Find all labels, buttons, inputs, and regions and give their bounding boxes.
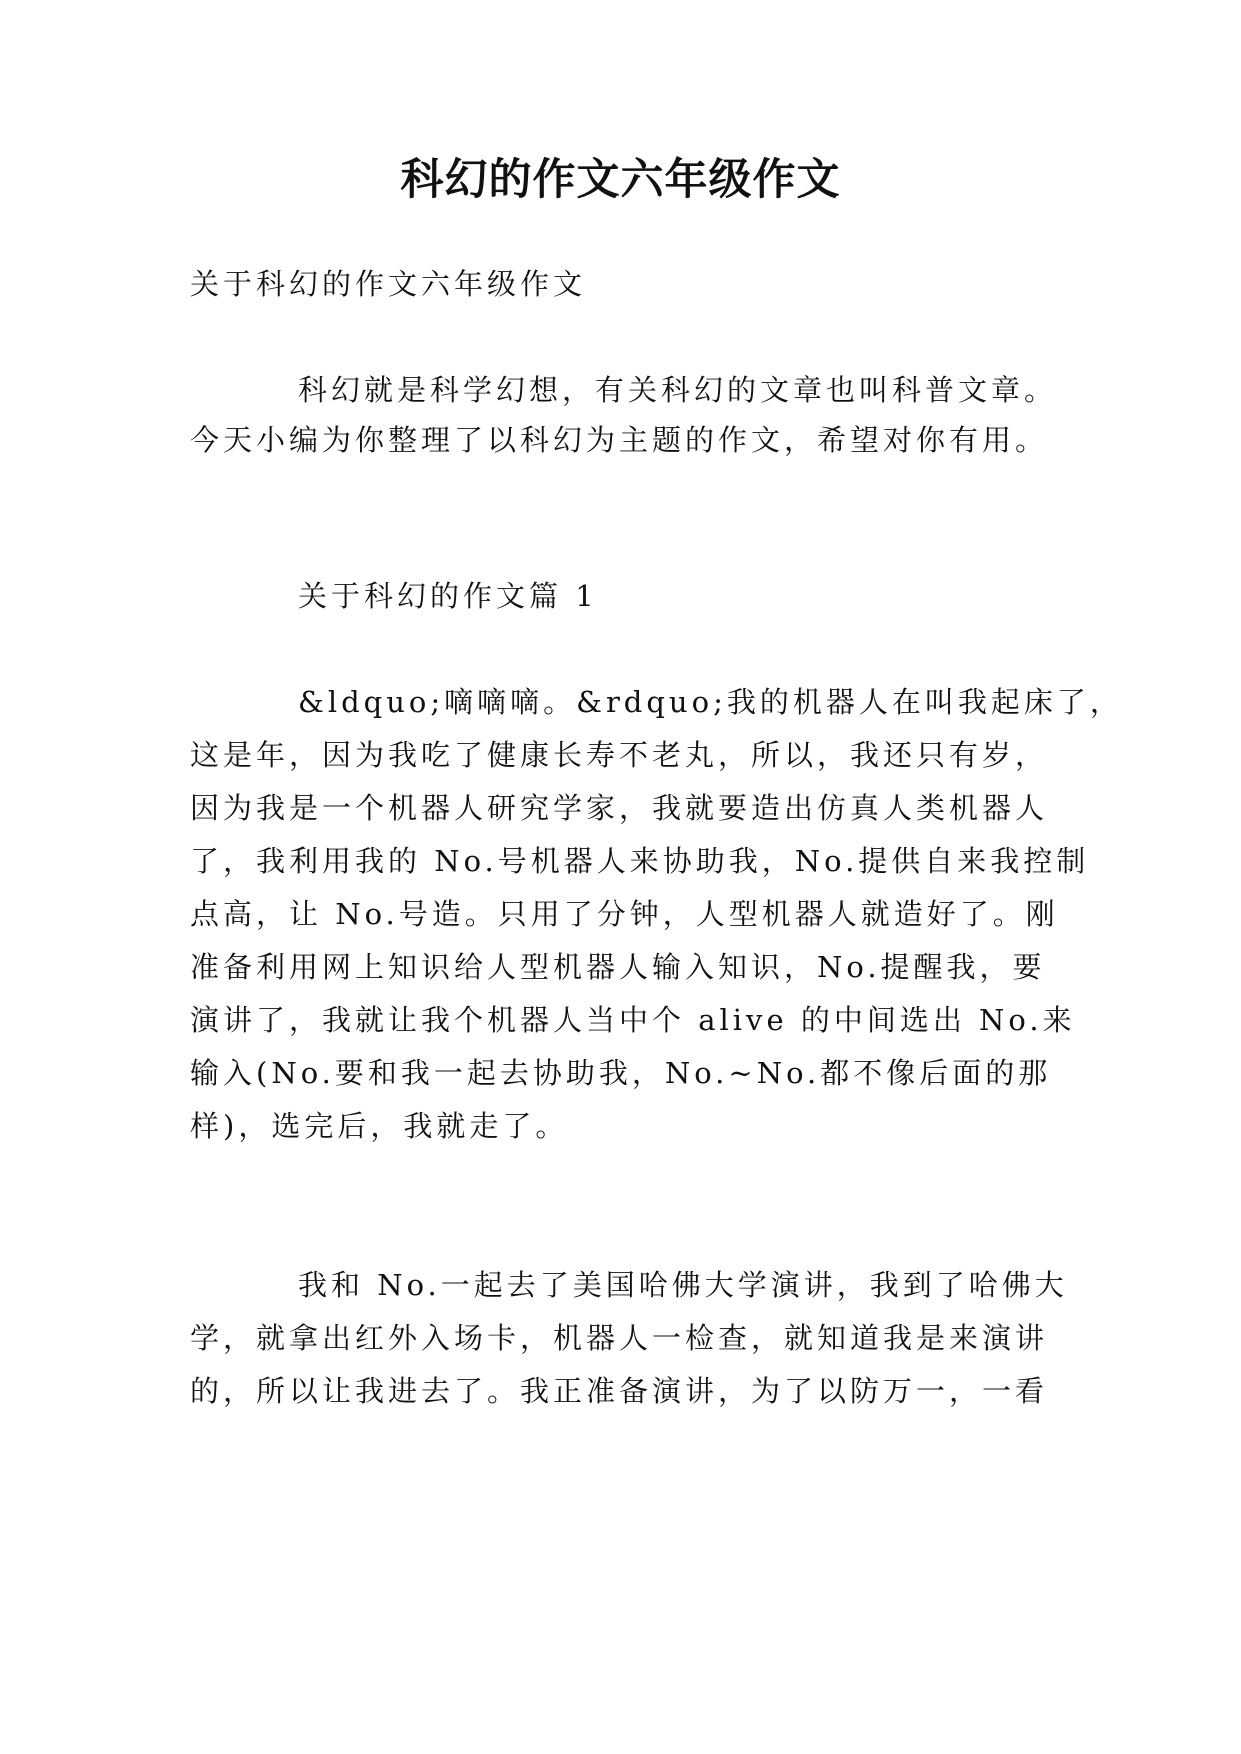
- document-title: 科幻的作文六年级作文: [400, 155, 841, 205]
- paragraph1-line-8: 输入(No.要和我一起去协助我，No.~No.都不像后面的那: [190, 1056, 1052, 1090]
- paragraph2-line-1: 我和 No.一起去了美国哈佛大学演讲，我到了哈佛大: [298, 1268, 1068, 1302]
- paragraph1-line-3: 因为我是一个机器人研究学家，我就要造出仿真人类机器人: [190, 791, 1049, 825]
- paragraph1-line-1: &ldquo;嘀嘀嘀。&rdquo;我的机器人在叫我起床了，: [298, 685, 1123, 719]
- paragraph1-line-4: 了，我利用我的 No.号机器人来协助我，No.提供自来我控制: [190, 844, 1090, 878]
- paragraph1-line-5: 点高，让 No.号造。只用了分钟，人型机器人就造好了。刚: [190, 897, 1059, 931]
- paragraph2-line-2: 学，就拿出红外入场卡，机器人一检查，就知道我是来演讲: [190, 1321, 1049, 1355]
- intro-line-1: 科幻就是科学幻想，有关科幻的文章也叫科普文章。: [298, 373, 1058, 407]
- paragraph1-line-9: 样)，选完后，我就走了。: [190, 1109, 569, 1143]
- paragraph1-line-6: 准备利用网上知识给人型机器人输入知识，No.提醒我，要: [190, 950, 1046, 984]
- section-heading: 关于科幻的作文篇 1: [298, 579, 598, 613]
- paragraph1-line-2: 这是年，因为我吃了健康长寿不老丸，所以，我还只有岁，: [190, 738, 1049, 772]
- document-subtitle: 关于科幻的作文六年级作文: [190, 267, 587, 301]
- paragraph1-line-7: 演讲了，我就让我个机器人当中个 alive 的中间选出 No.来: [190, 1003, 1076, 1037]
- paragraph2-line-3: 的，所以让我进去了。我正准备演讲，为了以防万一，一看: [190, 1374, 1049, 1408]
- intro-line-2: 今天小编为你整理了以科幻为主题的作文，希望对你有用。: [190, 423, 1049, 457]
